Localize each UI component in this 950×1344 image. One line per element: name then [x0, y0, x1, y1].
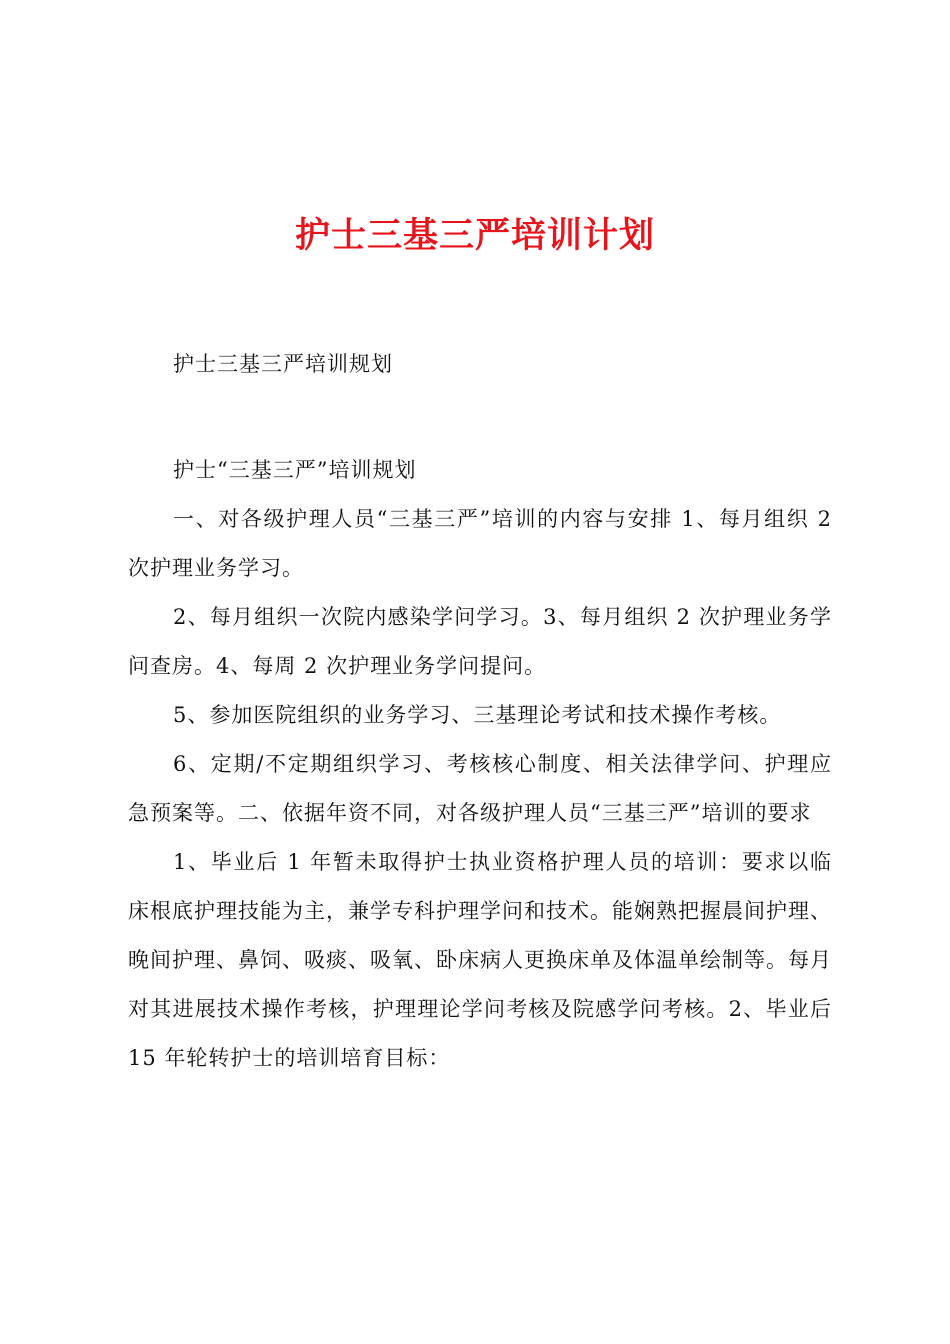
- paragraph: 5、参加医院组织的业务学习、三基理论考试和技术操作考核。: [173, 703, 782, 727]
- paragraph: 1、毕业后 1 年暂未取得护士执业资格护理人员的培训：要求以临床根底护理技能为主，兼学专科护理学问和技术。能娴熟把握晨间护理、晚间护理、鼻饲、吸痰、吸氧、卧床病人更换床单及体温单绘制等。每月对其进展技术操作考核，护理理论学问考核及院感学问考核。2、毕业后 15 年轮转护士的培训培育目标：: [128, 850, 832, 1070]
- paragraph: 2、每月组织一次院内感染学问学习。3、每月组织 2 次护理业务学问查房。4、每周 2 次护理业务学问提问。: [128, 605, 832, 678]
- paragraph: 护士“三基三严”培训规划: [173, 458, 417, 482]
- document-body: [128, 446, 832, 1083]
- paragraph: 6、定期/不定期组织学习、考核核心制度、相关法律学问、护理应急预案等。二、依据年资不同，对各级护理人员“三基三严”培训的要求: [128, 752, 832, 825]
- document-subtitle: 护士三基三严培训规划: [173, 352, 393, 376]
- paragraph: 一、对各级护理人员“三基三严”培训的内容与安排 1、每月组织 2 次护理业务学习。: [128, 507, 832, 580]
- document-title: 护士三基三严培训计划: [294, 215, 655, 256]
